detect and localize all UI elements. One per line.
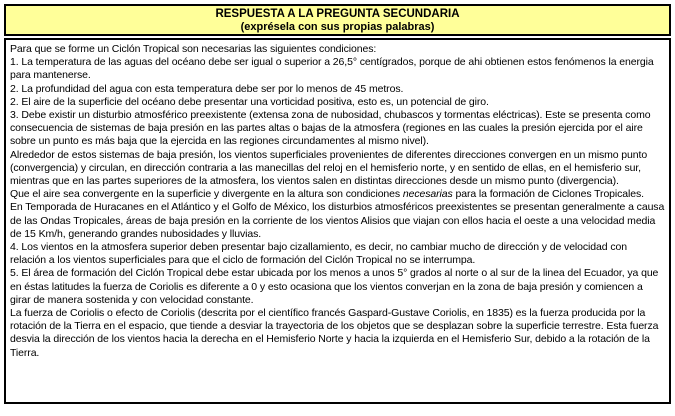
body-text <box>10 43 665 360</box>
paragraph: Alrededor de estos sistemas de baja presión, los vientos superficiales provenientes de diferentes direcciones convergen en un mismo punto (convergencia) y circulan, en dirección contraria a las manecillas del reloj en el hemisferio norte, y en sentido de ellas, en el hemisferio sur, mientras que en las partes superiores de la atmosfera, los vientos salen en distintas direcciones desde un mismo punto (divergencia). <box>10 148 648 188</box>
header-subtitle: (exprésela con sus propias palabras) <box>240 21 435 33</box>
header-title: RESPUESTA A LA PREGUNTA SECUNDARIA <box>215 8 460 20</box>
paragraph: Para que se forme un Ciclón Tropical son necesarias las siguientes condiciones: <box>10 43 377 55</box>
paragraph: 1. La temperatura de las aguas del océano debe ser igual o superior a 26,5° centígrados, porque de ahi obtienen estos fenómenos la energia para mantenerse. <box>10 56 654 82</box>
paragraph: La fuerza de Coriolis o efecto de Coriolis (descrita por el científico francés Gaspard-Gustave Coriolis, en 1835) es la fuerza producida por la rotación de la Tierra en el espacio, que tiende a desviar la trayectoria de los objetos que se desplazan sobre la superficie terrestre. Esta fuerza desvia la dirección de los vientos hacia la derecha en el Hemisferio Norte y hacia la izquierda en el Hemisferio Sur, debido a la rotación de la Tierra. <box>10 307 659 359</box>
paragraph: 4. Los vientos en la atmosfera superior deben presentar bajo cizallamiento, es decir, no cambiar mucho de dirección y de velocidad con relación a los vientos superficiales para que el ciclo de formación del Ciclón Tropical no se interrumpa. <box>10 241 627 267</box>
paragraph: 5. El área de formación del Ciclón Tropical debe estar ubicada por los menos a unos 5° grados al norte o al sur de la linea del Ecuador, ya que en éstas latitudes la fuerza de Coriolis es diferente a 0 y esto ocasiona que los vientos converjan en la zona de baja presión y comiencen a girar de manera sostenida y con velocidad constante. <box>10 267 659 306</box>
paragraph: 3. Debe existir un disturbio atmosférico preexistente (extensa zona de nubosidad, chubascos y tormentas eléctricas). Este se presenta como consecuencia de sistemas de baja presión en las partes altas o bajas de la atmosfera (regiones en las cuales la presión ejercida por el aire sobre un punto es más baja que la ejercida en las regiones circundamentes al mismo nivel). <box>10 109 651 148</box>
paragraph: 2. La profundidad del agua con esta temperatura debe ser por lo menos de 45 metros. <box>10 82 404 95</box>
paragraph: 2. El aire de la superficie del océano debe presentar una vorticidad positiva, esto es, un potencial de giro. <box>10 95 489 108</box>
paragraph: En Temporada de Huracanes en el Atlántico y el Golfo de México, los disturbios atmosféricos preexistentes se presentan generalmente a causa de las Ondas Tropicales, áreas de baja presión en la corriente de los vientos Alisios que viajan con ellos hacia el oeste a una velocidad media de 15 Km/h, generando grandes nubosidades y lluvias. <box>10 201 665 240</box>
paragraph: Que el aire sea convergente en la superficie y divergente en la altura son condiciones necesarias para la formación de Ciclones Tropicales. <box>10 188 644 201</box>
body-box <box>4 38 671 404</box>
header-box <box>4 4 671 36</box>
